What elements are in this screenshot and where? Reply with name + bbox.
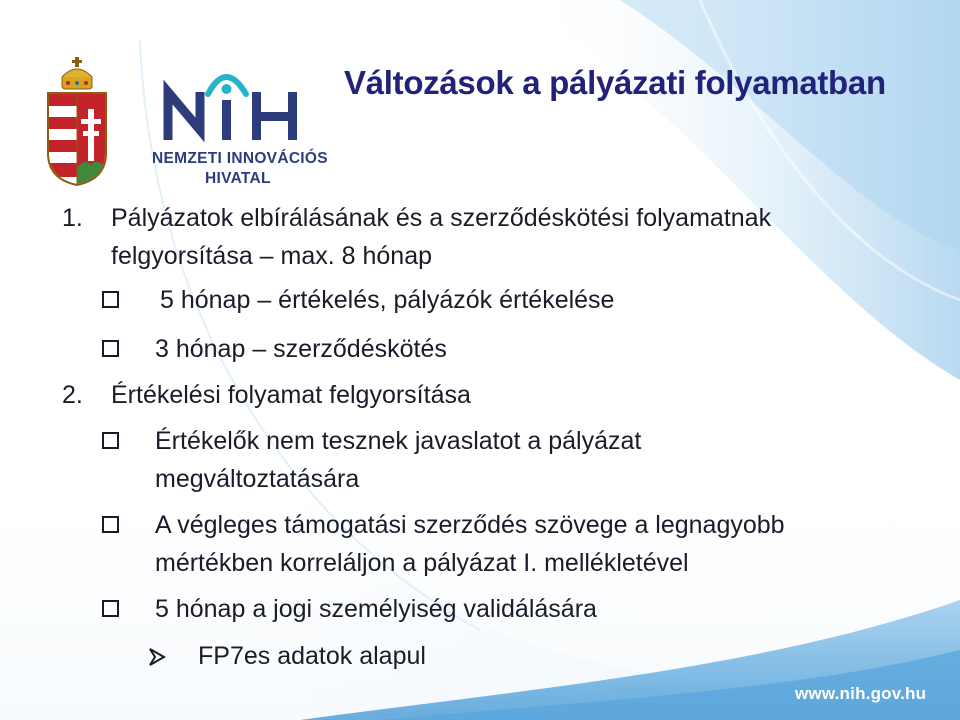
bullet-item-continuation: mértékben korreláljon a pályázat I. mellékletével — [155, 549, 689, 577]
footer-url: www.nih.gov.hu — [795, 684, 927, 703]
checkbox-bullet-icon — [102, 291, 119, 308]
checkbox-bullet-icon — [102, 432, 119, 449]
arrow-bullet-icon — [148, 647, 166, 667]
checkbox-bullet-icon — [102, 340, 119, 357]
list-number-2: 2. — [62, 381, 83, 409]
item-1-line-1: Pályázatok elbírálásának és a szerződéskötési folyamatnak — [111, 204, 772, 232]
sub-bullet-item: FP7es adatok alapul — [198, 642, 426, 670]
bullet-item: 3 hónap – szerződéskötés — [155, 335, 447, 363]
logo-line-1: NEMZETI INNOVÁCIÓS — [152, 150, 328, 167]
logo-line-2: HIVATAL — [205, 170, 271, 187]
bullet-item: A végleges támogatási szerződés szövege a legnagyobb — [155, 511, 785, 539]
list-number-1: 1. — [62, 204, 83, 232]
item-1-line-2: felgyorsítása – max. 8 hónap — [111, 242, 433, 270]
bullet-item: Értékelők nem tesznek javaslatot a pályázat — [155, 427, 642, 455]
checkbox-bullet-icon — [102, 600, 119, 617]
bullet-item: 5 hónap a jogi személyiség validálására — [155, 595, 597, 623]
slide-title: Változások a pályázati folyamatban — [344, 64, 886, 101]
item-2-line-1: Értékelési folyamat felgyorsítása — [111, 381, 471, 409]
checkbox-bullet-icon — [102, 516, 119, 533]
bullet-item-continuation: megváltoztatására — [155, 465, 360, 493]
bullet-item: 5 hónap – értékelés, pályázók értékelése — [160, 286, 615, 314]
